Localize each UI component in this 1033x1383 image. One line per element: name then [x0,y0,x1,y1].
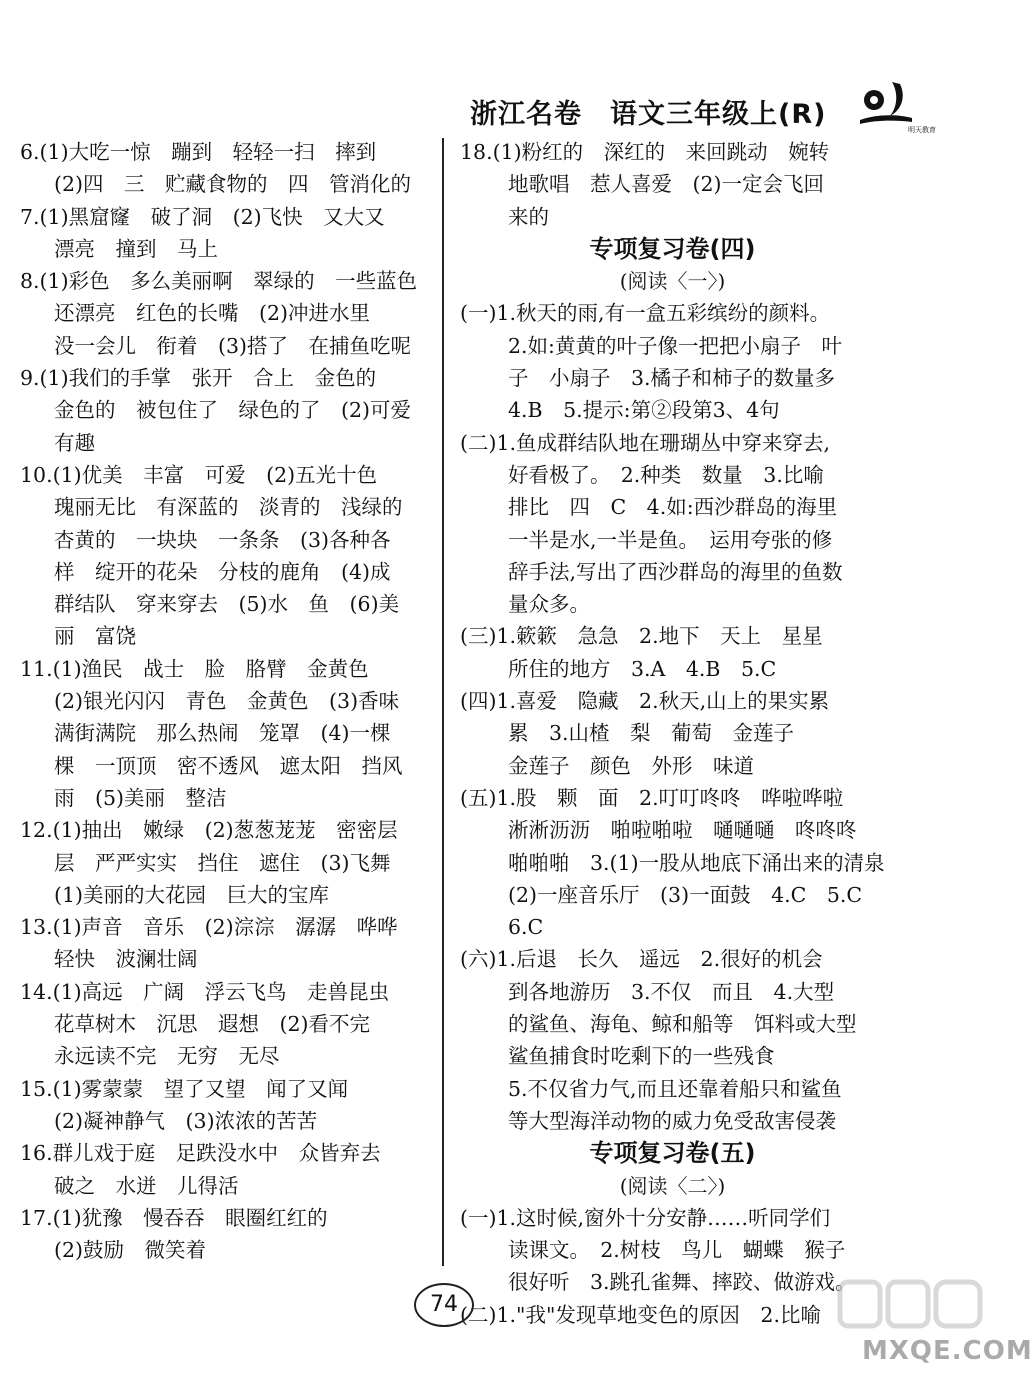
answer-line: 等大型海洋动物的威力免受敌害侵袭 [508,1108,836,1133]
answer-line: 地歌唱 惹人喜爱 (2)一定会飞回 [508,172,825,197]
answer-line: 花草树木 沉思 遐想 (2)看不完 [54,1012,371,1037]
answer-line: 层 严严实实 挡住 遮住 (3)飞舞 [54,850,391,875]
answer-line: 满街满院 那么热闹 笼罩 (4)一棵 [54,721,391,746]
answer-line: 淅淅沥沥 啪啦啪啦 嗵嗵嗵 咚咚咚 [508,818,857,843]
answer-line: 读课文。 2.树枝 鸟儿 蝴蝶 猴子 [508,1238,846,1263]
answer-line: 12.(1)抽出 嫩绿 (2)葱葱茏茏 密密层 [20,818,398,843]
answer-line: 量众多。 [508,592,590,617]
answer-line: 13.(1)声音 音乐 (2)淙淙 潺潺 哗哗 [20,915,398,940]
answer-line: 17.(1)犹豫 慢吞吞 眼圈红红的 [20,1205,328,1230]
answer-line: 有趣 [54,430,95,455]
answer-line: 破之 水迸 儿得活 [54,1173,239,1198]
answer-line: 8.(1)彩色 多么美丽啊 翠绿的 一些蓝色 [20,269,418,294]
answer-line: 6.C [508,915,544,940]
answer-line: (1)美丽的大花园 巨大的宝库 [54,882,330,907]
answer-line: (2)凝神静气 (3)浓浓的苦苦 [54,1108,318,1133]
answer-line: 18.(1)粉红的 深红的 来回跳动 婉转 [460,140,830,164]
book-header-title: 浙江名卷 语文三年级上(R) [470,99,827,130]
answer-line: (六)1.后退 长久 遥远 2.很好的机会 [460,947,823,972]
answer-line: 排比 四 C 4.如:西沙群岛的海里 [508,495,838,520]
answer-line: (2)鼓励 微笑着 [54,1238,207,1263]
answer-line: 14.(1)高远 广阔 浮云飞鸟 走兽昆虫 [20,979,390,1004]
answer-line: 11.(1)渔民 战士 脸 胳臂 金黄色 [20,656,369,681]
answer-line: 金色的 被包住了 绿色的了 (2)可爱 [54,398,412,423]
answer-line: 轻快 波澜壮阔 [54,947,198,972]
answer-line: 一半是水,一半是鱼。 运用夸张的修 [508,527,833,552]
left-column [20,136,425,1266]
answer-line: (四)1.喜爱 隐藏 2.秋天,山上的果实累 [460,689,830,714]
answer-line: 杏黄的 一块块 一条条 (3)各种各 [54,527,391,552]
section-title: 专项复习卷(四) [589,234,756,263]
answer-line: 7.(1)黑窟窿 破了洞 (2)飞快 又大又 [20,204,385,229]
publisher-logo-icon [858,80,936,136]
section-title: 专项复习卷(五) [589,1139,756,1168]
answer-line: 群结队 穿来穿去 (5)水 鱼 (6)美 [54,592,400,617]
answer-line: 鲨鱼捕食时吃剩下的一些残食 [508,1044,775,1069]
right-column [460,136,885,1331]
answer-line: 15.(1)雾蒙蒙 望了又望 闻了又闻 [20,1076,349,1101]
answer-line: 的鲨鱼、海龟、鲸和船等 饵料或大型 [508,1012,857,1037]
answer-line: 9.(1)我们的手掌 张开 合上 金色的 [20,366,377,391]
answer-line: 4.B 5.提示:第②段第3、4句 [508,398,780,423]
answer-line: 所住的地方 3.A 4.B 5.C [508,656,777,681]
answer-line: 10.(1)优美 丰富 可爱 (2)五光十色 [20,462,378,487]
answer-line: 6.(1)大吃一惊 蹦到 轻轻一扫 摔到 [20,140,377,164]
section-subtitle: (阅读〈一〉) [619,269,726,294]
answer-line: (2)四 三 贮藏食物的 四 管消化的 [54,172,412,197]
answer-line: 啪啪啪 3.(1)一股从地底下涌出来的清泉 [508,850,885,875]
section-subtitle: (阅读〈二〉) [619,1173,726,1198]
answer-line: 丽 富饶 [54,624,136,649]
answer-line: 来的 [508,204,549,229]
answer-line: (五)1.股 颗 面 2.叮叮咚咚 哗啦哗啦 [460,785,844,810]
page-number: 74 [414,1283,474,1327]
answer-line: 子 小扇子 3.橘子和柿子的数量多 [508,366,836,391]
answer-line: 辞手法,写出了西沙群岛的海里的鱼数 [508,559,843,584]
answer-line: 2.如:黄黄的叶子像一把把小扇子 叶 [508,333,842,358]
answer-line: 雨 (5)美丽 整洁 [54,785,227,810]
answer-line: 5.不仅省力气,而且还靠着船只和鲨鱼 [508,1076,842,1101]
answer-line: (2)一座音乐厅 (3)一面鼓 4.C 5.C [508,882,863,907]
answer-line: 很好听 3.跳孔雀舞、摔跤、做游戏。 [508,1270,856,1295]
answer-line: 样 绽开的花朵 分枝的鹿角 (4)成 [54,559,391,584]
answer-line: 到各地游历 3.不仅 而且 4.大型 [508,979,835,1004]
answer-line: (二)1."我"发现草地变色的原因 2.比喻 [460,1302,821,1327]
answer-line: 金莲子 颜色 外形 味道 [508,753,754,778]
answer-line: 好看极了。 2.种类 数量 3.比喻 [508,462,824,487]
answer-line: (2)银光闪闪 青色 金黄色 (3)香味 [54,689,400,714]
answer-line: 棵 一顶顶 密不透风 遮太阳 挡风 [54,753,403,778]
answer-line: (三)1.簌簌 急急 2.地下 天上 星星 [460,624,823,649]
answer-line: 漂亮 撞到 马上 [54,236,218,261]
answer-line: 还漂亮 红色的长嘴 (2)冲进水里 [54,301,371,326]
svg-text:明天教育: 明天教育 [908,126,936,134]
answer-line: (一)1.秋天的雨,有一盒五彩缤纷的颜料。 [460,301,831,326]
watermark-text: MXQE.COM [862,1336,1033,1366]
answer-line: 瑰丽无比 有深蓝的 淡青的 浅绿的 [54,495,403,520]
answer-line: (二)1.鱼成群结队地在珊瑚丛中穿来穿去, [460,430,831,455]
answer-line: 永远读不完 无穷 无尽 [54,1044,280,1069]
answer-line: 16.群儿戏于庭 足跌没水中 众皆弃去 [20,1141,381,1166]
answer-line: (一)1.这时候,窗外十分安静……听同学们 [460,1205,831,1230]
answer-line: 累 3.山楂 梨 葡萄 金莲子 [508,721,795,746]
answer-line: 没一会儿 衔着 (3)搭了 在捕鱼吃呢 [54,333,412,358]
column-divider [442,138,444,1266]
